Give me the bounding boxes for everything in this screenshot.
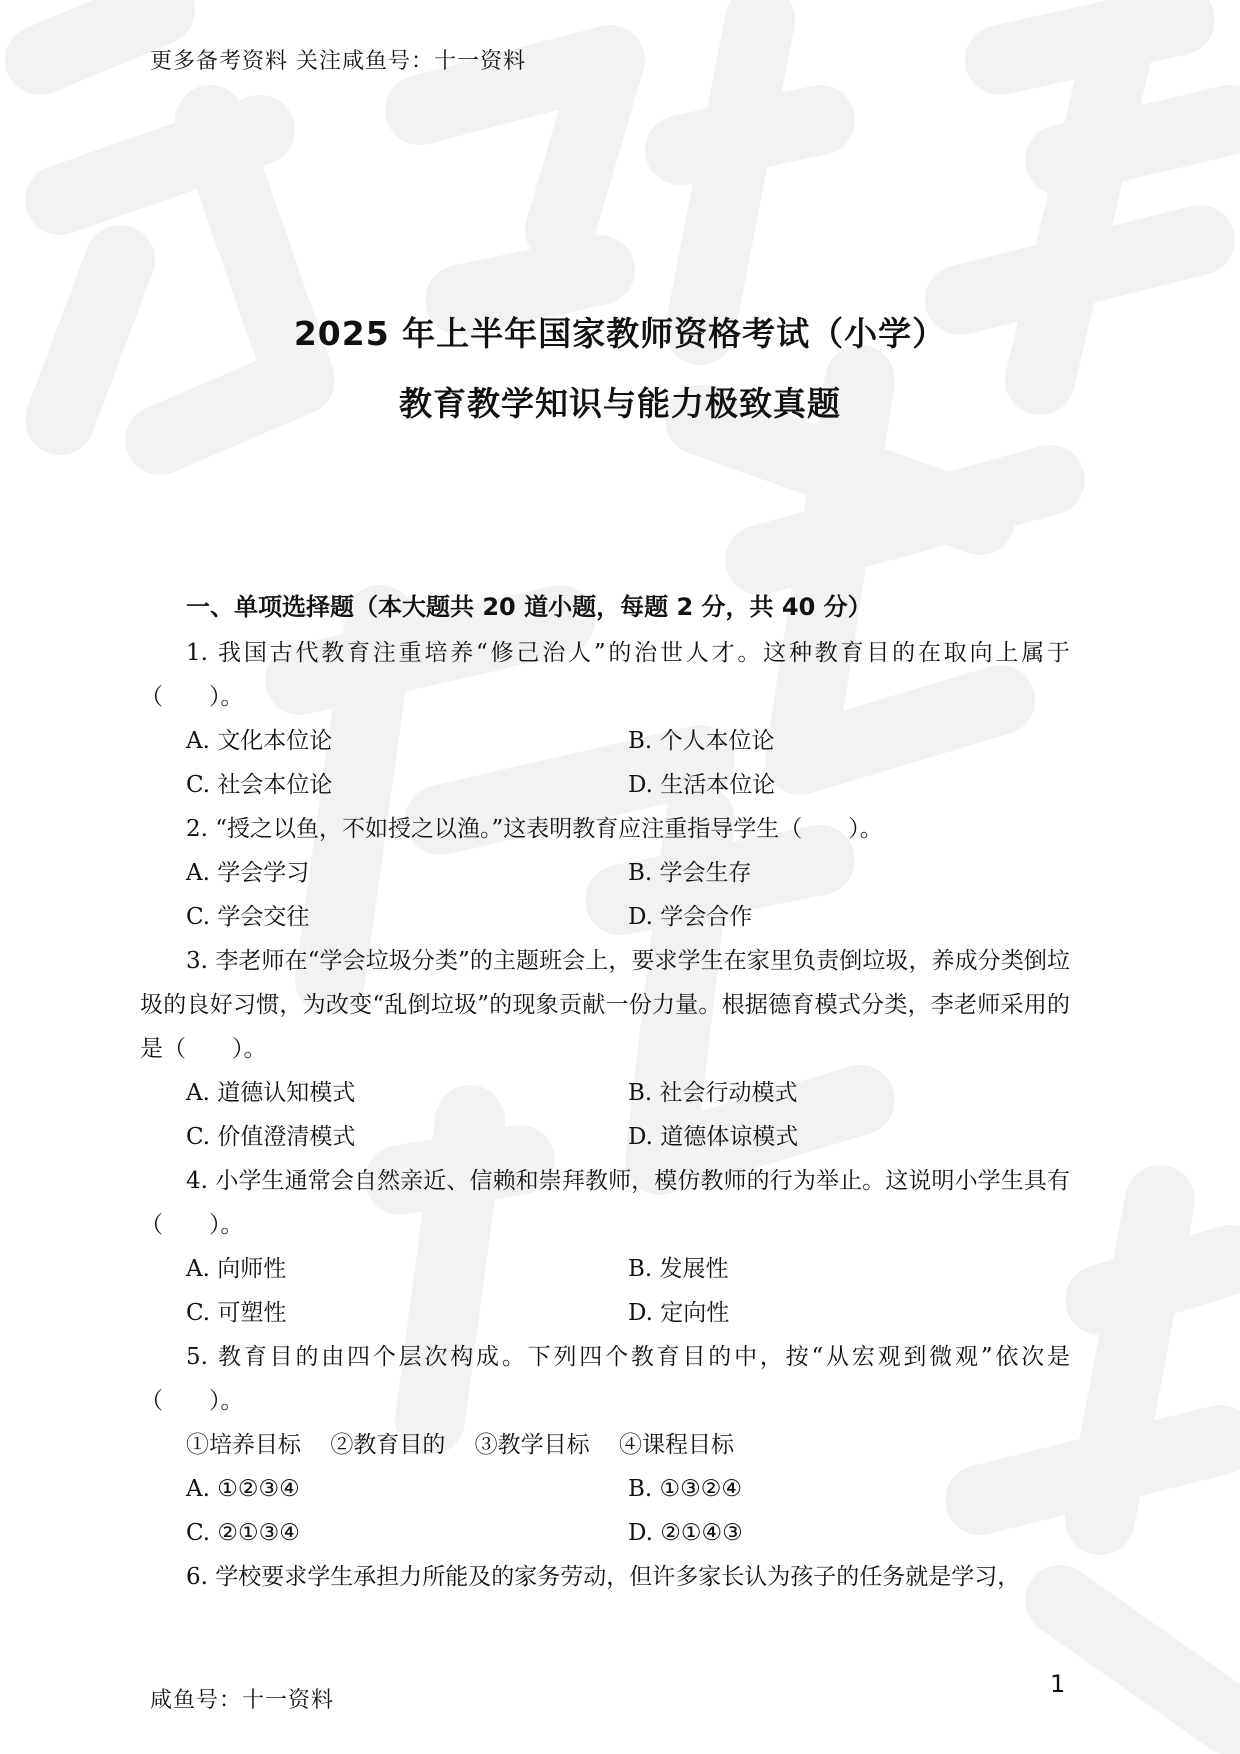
option-d: D. ②①④③ — [628, 1520, 743, 1546]
option-c: C. 可塑性 — [186, 1300, 287, 1326]
option-a: A. ①②③④ — [186, 1476, 300, 1502]
question-2-stem: 2. “授之以鱼，不如授之以渔。”这表明教育应注重指导学生（ ）。 — [186, 816, 883, 842]
option-b: B. 学会生存 — [628, 860, 752, 886]
option-c: C. ②①③④ — [186, 1520, 300, 1546]
question-4-options-row-2 — [140, 1291, 1070, 1335]
header-note: 更多备考资料 关注咸鱼号：十一资料 — [150, 49, 526, 74]
option-c: C. 学会交往 — [186, 904, 310, 930]
sub-item: ④课程目标 — [618, 1432, 734, 1458]
question-5-options-row-2 — [140, 1511, 1070, 1555]
option-c: C. 社会本位论 — [186, 772, 333, 798]
question-5-stem: 5. 教育目的由四个层次构成。下列四个教育目的中，按“从宏观到微观”依次是（ ）。 — [140, 1344, 1070, 1414]
question-3-options-row-1 — [140, 1071, 1070, 1115]
question-1-options-row-1 — [140, 719, 1070, 763]
question-6-stem: 6. 学校要求学生承担力所能及的家务劳动，但许多家长认为孩子的任务就是学习， — [186, 1564, 1021, 1590]
section-heading: 一、单项选择题（本大题共 20 道小题，每题 2 分，共 40 分） — [186, 593, 872, 621]
sub-item: ③教学目标 — [474, 1432, 590, 1458]
option-a: A. 向师性 — [186, 1256, 287, 1282]
option-a: A. 学会学习 — [186, 860, 310, 886]
question-content — [140, 585, 1070, 1599]
option-b: B. 发展性 — [628, 1256, 729, 1282]
option-c: C. 价值澄清模式 — [186, 1124, 356, 1150]
option-d: D. 道德体谅模式 — [628, 1124, 799, 1150]
question-3-options-row-2 — [140, 1115, 1070, 1159]
option-d: D. 定向性 — [628, 1300, 730, 1326]
option-b: B. ①③②④ — [628, 1476, 743, 1502]
exam-subtitle: 教育教学知识与能力极致真题 — [399, 384, 841, 423]
option-d: D. 学会合作 — [628, 904, 753, 930]
sub-item: ①培养目标 — [186, 1432, 301, 1458]
question-4-stem: 4. 小学生通常会自然亲近、信赖和崇拜教师，模仿教师的行为举止。这说明小学生具有（ ）。 — [140, 1168, 1070, 1238]
question-1-stem: 1. 我国古代教育注重培养“修己治人”的治世人才。这种教育目的在取向上属于（ ）。 — [140, 640, 1070, 710]
question-2-options-row-1 — [140, 851, 1070, 895]
option-b: B. 个人本位论 — [628, 728, 775, 754]
footer-note: 咸鱼号：十一资料 — [150, 1688, 335, 1713]
exam-title: 2025 年上半年国家教师资格考试（小学） — [293, 314, 947, 353]
sub-item: ②教育目的 — [330, 1432, 446, 1458]
question-2-options-row-2 — [140, 895, 1070, 939]
question-5-sub-items — [140, 1423, 1070, 1467]
question-1-options-row-2 — [140, 763, 1070, 807]
question-3-stem: 3. 李老师在“学会垃圾分类”的主题班会上，要求学生在家里负责倒垃圾，养成分类倒垃圾的良好习惯，为改变“乱倒垃圾”的现象贡献一份力量。根据德育模式分类，李老师采用的是（ ）。 — [140, 948, 1070, 1062]
page-number: 1 — [1050, 1670, 1066, 1698]
option-b: B. 社会行动模式 — [628, 1080, 798, 1106]
option-a: A. 文化本位论 — [186, 728, 333, 754]
option-a: A. 道德认知模式 — [186, 1080, 356, 1106]
option-d: D. 生活本位论 — [628, 772, 776, 798]
question-5-options-row-1 — [140, 1467, 1070, 1511]
question-4-options-row-1 — [140, 1247, 1070, 1291]
